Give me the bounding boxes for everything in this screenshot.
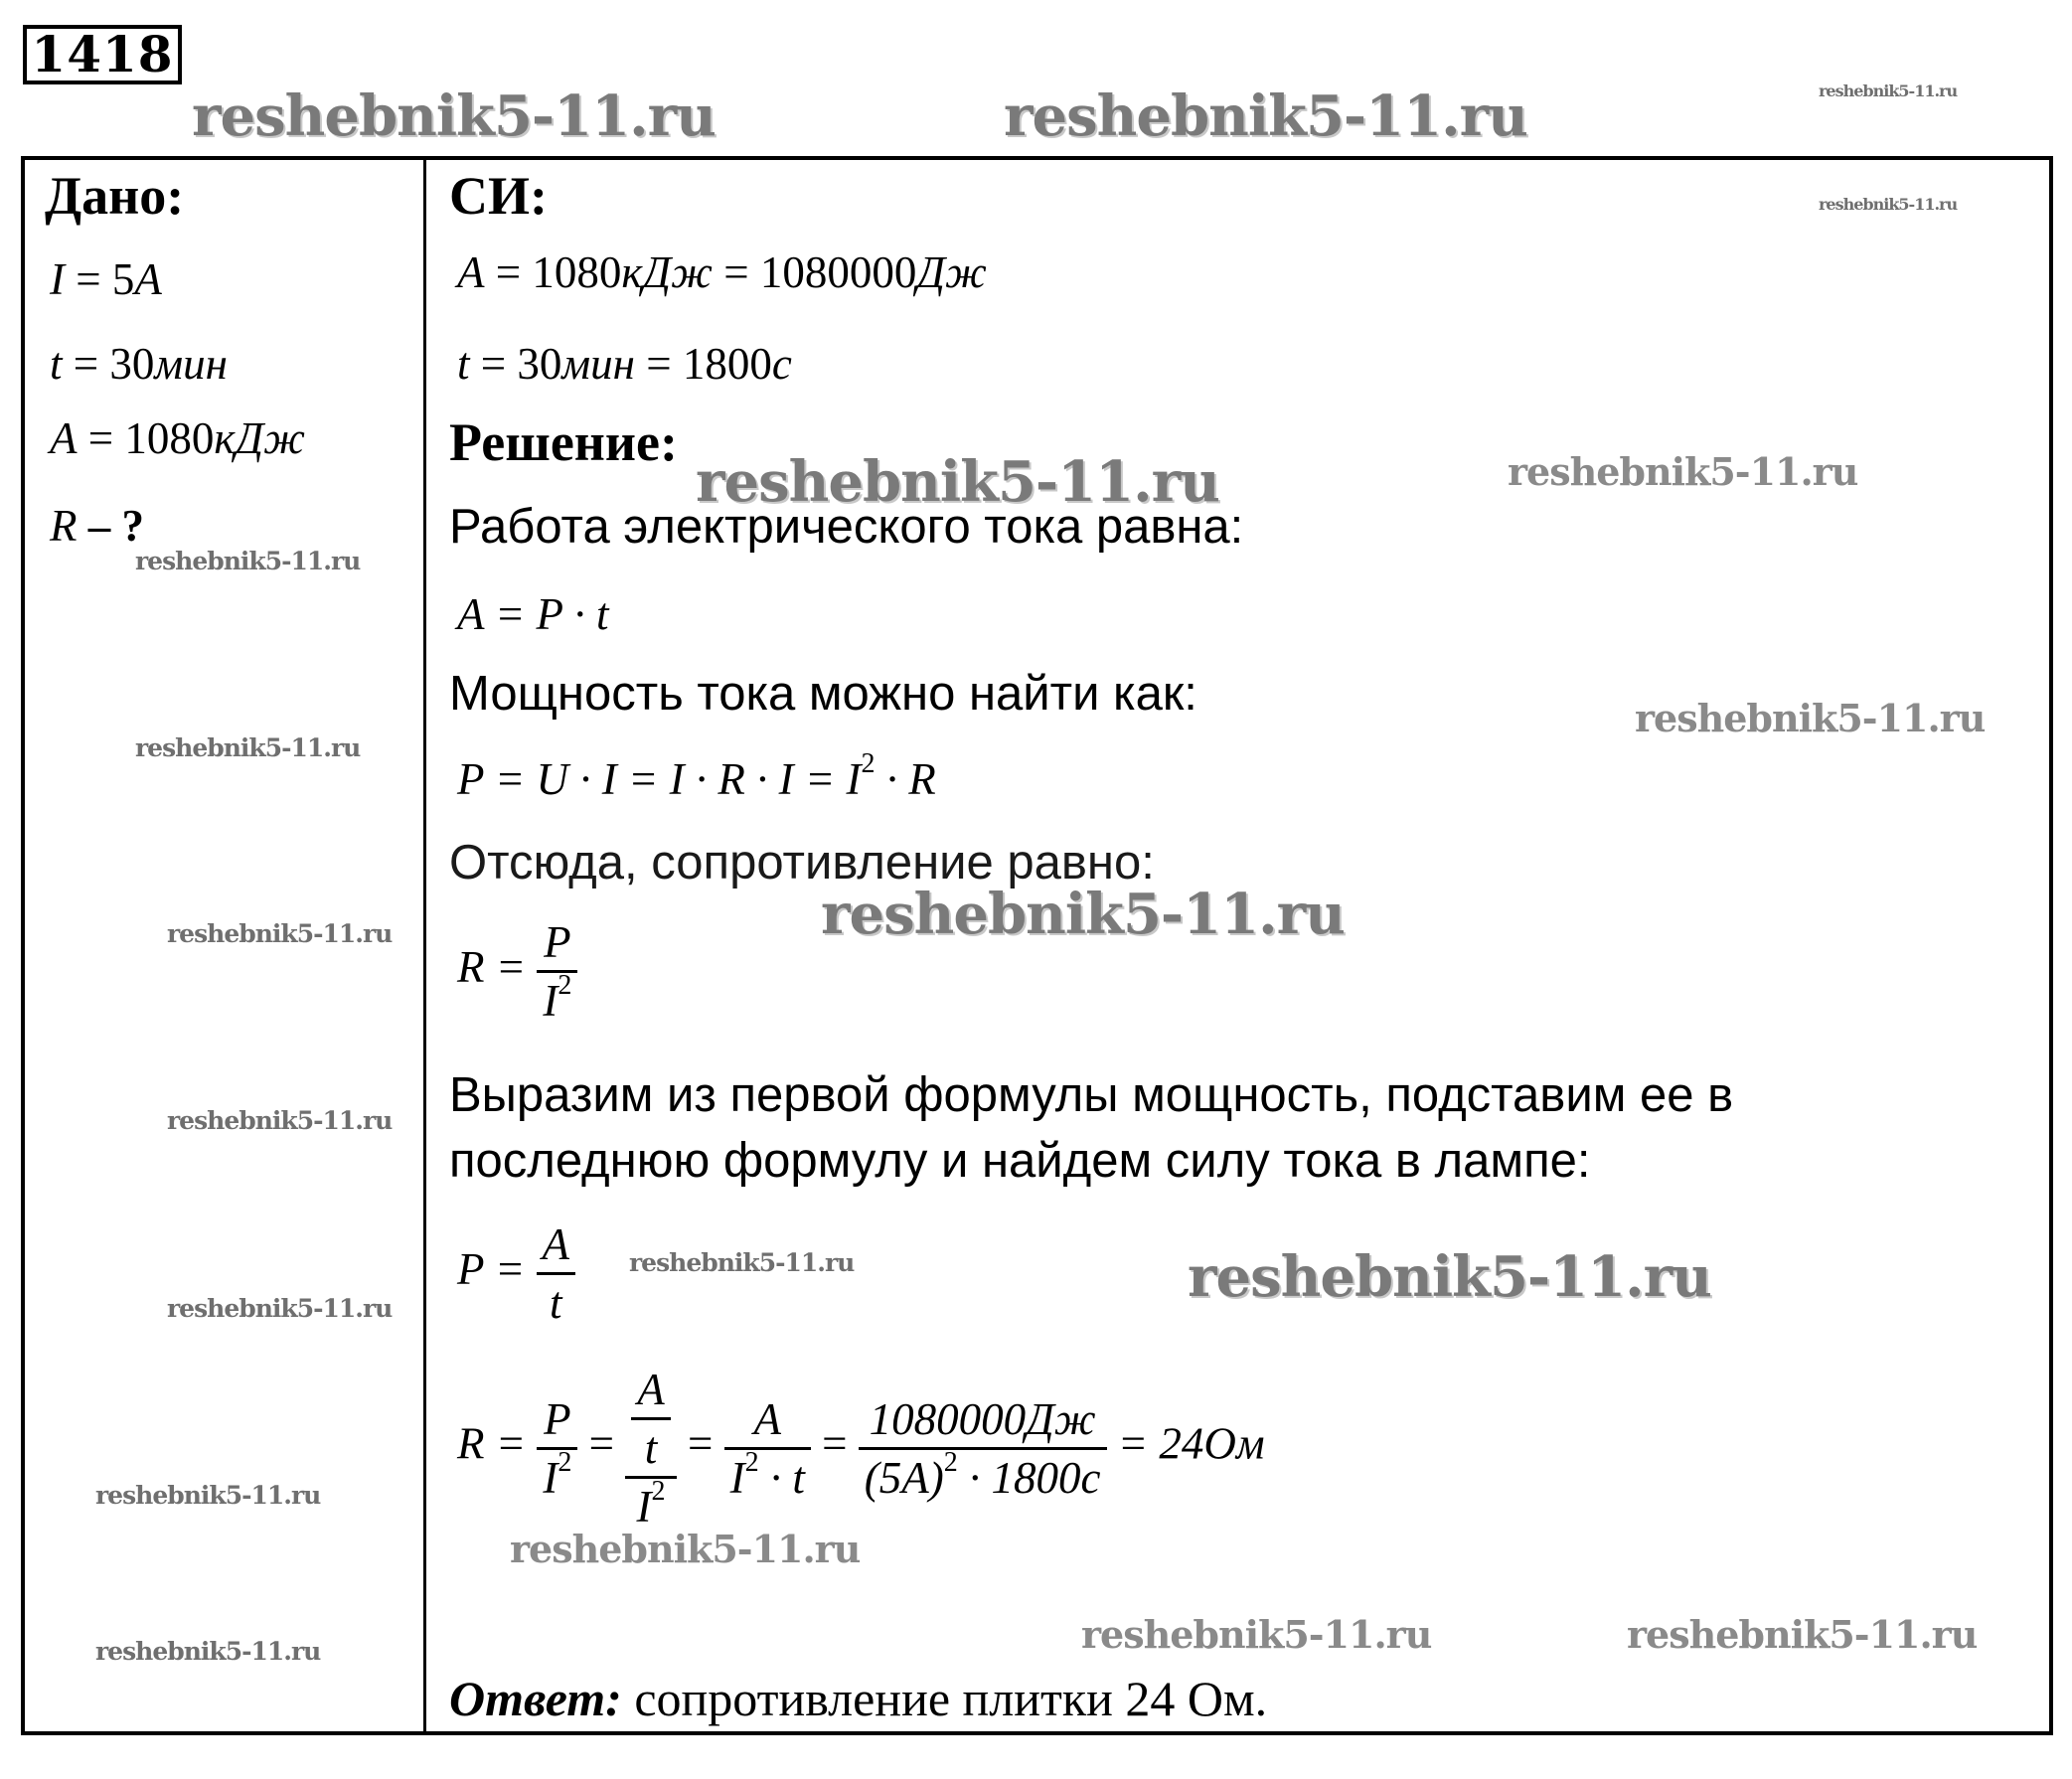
given-heading: Дано: [45,166,185,226]
watermark: reshebnik5-11.ru [135,733,361,762]
watermark: reshebnik5-11.ru [167,1106,393,1135]
solution-paragraph: Выразим из первой формулы мощность, подставим ее в [449,1068,1734,1122]
solution-heading: Решение: [449,412,678,472]
formula-power-from-work: P = $\frac{A}{t}$ [457,1216,575,1331]
watermark: reshebnik5-11.ru [192,83,716,149]
watermark: reshebnik5-11.ru [167,1294,393,1323]
formula-power: $P = U \cdot I = I \cdot R \cdot I = I^2 \cdot R$ [457,748,936,804]
watermark: reshebnik5-11.ru [167,919,393,948]
watermark: reshebnik5-11.ru [1508,449,1858,494]
si-heading: СИ: [449,166,548,226]
si-work: A = 1080кДж = 1080000Дж [457,247,987,297]
solution-paragraph: последнюю формулу и найдем силу тока в лампе: [449,1134,1591,1188]
solution-paragraph: Отсюда, сопротивление равно: [449,836,1155,890]
column-divider [423,156,426,1735]
watermark: reshebnik5-11.ru [1819,81,1958,100]
given-unknown: R – ? [50,501,144,551]
given-work: A = 1080кДж [50,413,305,463]
solution-paragraph: Работа электрического тока равна: [449,500,1244,554]
watermark: reshebnik5-11.ru [1627,1612,1978,1657]
watermark: reshebnik5-11.ru [95,1637,321,1666]
watermark: reshebnik5-11.ru [821,882,1345,947]
formula-final-calculation: R = $\frac{P}{I^2}$ = $\frac{\frac{A}{t}}{I^2}$ = $\frac{A}{I^2 \cdot t}$ = $\frac{1080000Дж}{(5А)^2 \cdot 1800с}$ = 24Ом [457,1362,1265,1535]
watermark: reshebnik5-11.ru [1004,83,1527,149]
watermark: reshebnik5-11.ru [135,547,361,575]
watermark: reshebnik5-11.ru [696,449,1219,515]
formula-work: A = P · t [457,589,609,639]
given-current: I = 5А [50,254,162,304]
answer-text: сопротивление плитки 24 Ом. [621,1671,1268,1726]
watermark: reshebnik5-11.ru [1081,1612,1432,1657]
formula-resistance: R = $\frac{P}{I^2}$ [457,914,577,1029]
si-time: t = 30мин = 1800с [457,339,792,389]
watermark: reshebnik5-11.ru [1635,696,1986,740]
answer-label: Ответ: [449,1671,622,1726]
solution-paragraph: Мощность тока можно найти как: [449,667,1197,721]
watermark: reshebnik5-11.ru [1188,1244,1711,1310]
given-time: t = 30мин [50,339,228,389]
watermark: reshebnik5-11.ru [1819,195,1958,214]
answer [449,1670,1267,1727]
watermark: reshebnik5-11.ru [629,1248,855,1277]
watermark: reshebnik5-11.ru [510,1527,861,1571]
problem-number: 1418 [23,25,182,84]
watermark: reshebnik5-11.ru [95,1481,321,1510]
